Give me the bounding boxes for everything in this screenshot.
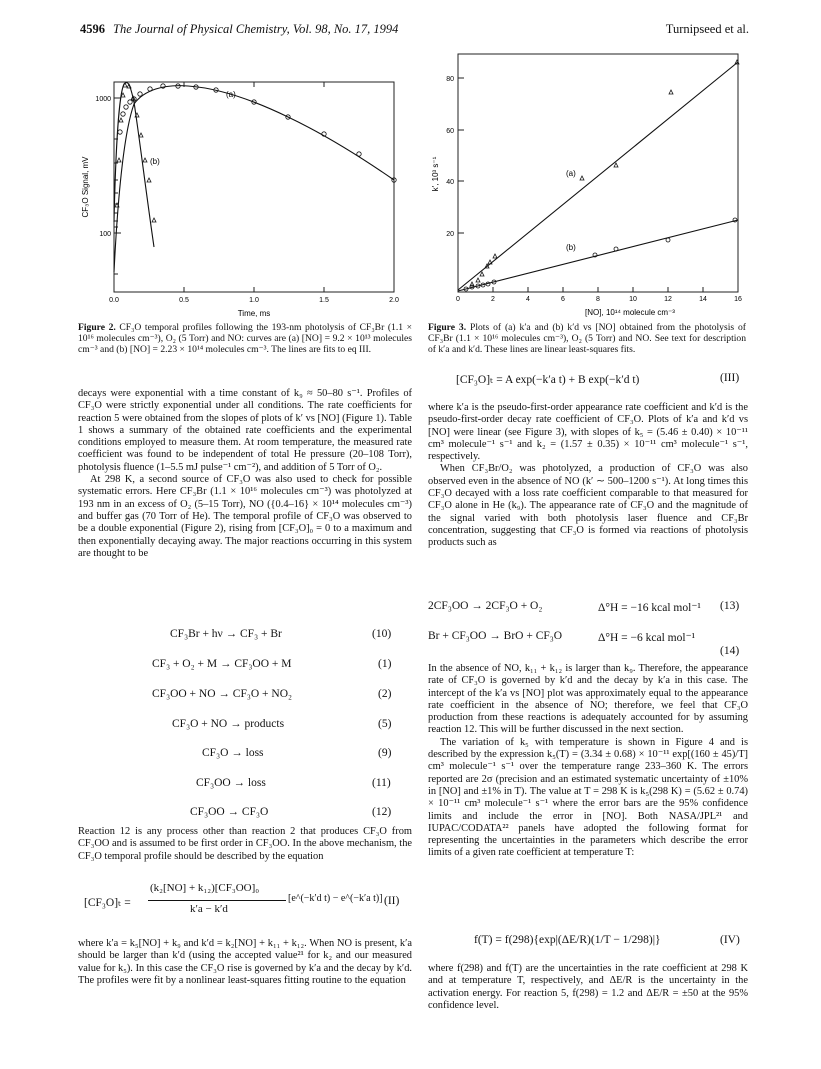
data-points-a xyxy=(118,84,396,182)
x-axis-label: Time, ms xyxy=(237,309,271,318)
equation-label: (III) xyxy=(720,372,740,384)
reaction-number: (14) xyxy=(720,645,740,657)
reaction-equation: CF₃O → loss xyxy=(202,747,264,759)
caption-lead: Figure 2. xyxy=(78,322,116,333)
reaction-number: (11) xyxy=(372,777,391,789)
x-tick-label: 0.0 xyxy=(109,297,119,304)
reaction-equation: CF₃OO + NO → CF₃O + NO₂ xyxy=(152,688,293,700)
line-a-label: (a) xyxy=(566,169,576,178)
page-number: 4596 xyxy=(80,22,105,36)
equation-iv xyxy=(428,934,748,950)
x-axis-label: [NO], 10¹⁴ molecule cm⁻³ xyxy=(585,308,675,317)
paragraph: In the absence of NO, k₁₁ + k₁₂ is larger than k₉. Therefore, the appearance rate of CF₃O is governed by k′d and the decay by k′a in this case. The intercept of the k′a vs [NO] plot was approximately equal to the appearance rate coefficient in the absence of NO; therefore, we feel that CF₃O production from these reactions is adequately accounted for by assuming reaction 12. This will be further discussed in the next section. xyxy=(428,663,748,736)
reaction-equation: CF₃ + O₂ + M → CF₃OO + M xyxy=(152,658,292,670)
journal-title: The Journal of Physical Chemistry, Vol. 98, No. 17, 1994 xyxy=(113,22,399,36)
curve-b-label: (b) xyxy=(150,157,160,166)
caption-text: Plots of (a) k′a and (b) k′d vs [NO] obtained from the photolysis of CF₃Br (1.1 × 10¹⁶ molecules cm⁻³), O₂ (5 Torr) and NO. See text for description of k′a and k′d. These lines are linear least-squares fits. xyxy=(428,322,746,356)
x-tick-label: 10 xyxy=(629,296,637,303)
y-axis-ticks xyxy=(458,78,464,233)
right-column-top xyxy=(428,402,748,550)
equation-denominator: k′a − k′d xyxy=(190,903,228,915)
reaction-equation: CF₃O + NO → products xyxy=(172,718,285,730)
x-tick-label: 4 xyxy=(526,296,530,303)
paragraph: where k′a = k₅[NO] + k₉ and k′d = k₂[NO] + k₁₁ + k₁₂. When NO is present, k′a should be larger than k′d (using the accepted value²¹ for k₂ and our measured value for k₅). In this case the CF₃O rise is governed by k′a and the decay by k′d. The profiles were fit by a nonlinear least-squares fitting routine to the equation xyxy=(78,938,412,986)
paragraph: When CF₃Br/O₂ was photolyzed, a production of CF₃O was also observed even in the absence of NO (k′ ∼ 500–1200 s⁻¹). At long times this CF₃O decayed with a loss rate coefficient comparable to that measured for CF₃O alone in He (k₉). The appearance rate of CF₃O and the magnitude of the signal varied with both photolysis laser fluence and CF₃Br concentration, suggesting that CF₃O is formed via reactions of photolysis products such as xyxy=(428,463,748,549)
figure-3-caption xyxy=(428,322,746,356)
curve-a xyxy=(114,86,394,272)
reaction-14 xyxy=(428,630,748,660)
figure-2-caption xyxy=(78,322,412,356)
reaction-number: (9) xyxy=(378,747,392,759)
figure-3-plot xyxy=(430,54,750,320)
data-points-b xyxy=(115,83,156,222)
y-tick-label: 80 xyxy=(446,76,454,83)
x-tick-label: 2.0 xyxy=(389,297,399,304)
x-tick-label: 0.5 xyxy=(179,297,189,304)
fraction-bar xyxy=(148,900,286,901)
figure-2-plot xyxy=(78,72,408,322)
equation-label: (II) xyxy=(384,895,400,907)
x-axis-ticks xyxy=(114,82,394,292)
equation-lhs: [CF₃O]ₜ = xyxy=(84,897,131,909)
author-header: Turnipseed et al. xyxy=(665,22,749,36)
reaction-enthalpy: Δ°H = −6 kcal mol⁻¹ xyxy=(598,632,696,644)
caption-text: CF₃O temporal profiles following the 193-nm photolysis of CF₃Br (1.1 × 10¹⁶ molecules cm⁻³), O₂ (5 Torr) and NO: curves are (a) [NO] = 9.2 × 10¹³ molecules cm⁻³ and (b) [NO] = 2.23 × 10¹⁴ molecules cm⁻³. The lines are fits to eq III. xyxy=(78,322,412,356)
reaction-equation: CF₃OO → CF₃O xyxy=(190,806,269,818)
x-tick-label: 16 xyxy=(734,296,742,303)
x-axis-ticks xyxy=(458,287,738,292)
y-tick-label: 100 xyxy=(99,231,111,238)
x-tick-label: 14 xyxy=(699,296,707,303)
curve-b xyxy=(114,83,154,247)
reaction-equation: Br + CF₃OO → BrO + CF₃O xyxy=(428,630,563,642)
reaction-equation: CF₃OO → loss xyxy=(196,777,266,789)
y-tick-label: 60 xyxy=(446,128,454,135)
line-b-label: (b) xyxy=(566,243,576,252)
paragraph: where k′a is the pseudo-first-order appearance rate coefficient and k′d is the pseudo-first-order decay rate coefficient of CF₃O. Plots of k′a and k′d vs [NO] were linear (see Figure 3), with slopes of k₅ = (5.46 ± 0.40) × 10⁻¹¹ cm³ molecule⁻¹ s⁻¹ and k₂ = (1.57 ± 0.35) × 10⁻¹¹ cm³ molecule⁻¹ s⁻¹, respectively. xyxy=(428,402,748,463)
equation-label: (IV) xyxy=(720,934,740,946)
x-tick-label: 1.5 xyxy=(319,297,329,304)
x-tick-label: 0 xyxy=(456,296,460,303)
equation-body: [CF₃O]ₜ = A exp(−k′a t) + B exp(−k′d t) xyxy=(456,374,640,386)
y-tick-label: 40 xyxy=(446,179,454,186)
caption-lead: Figure 3. xyxy=(428,322,467,333)
equation-tail: [e^(−k′d t) − e^(−k′a t)] xyxy=(288,893,383,904)
reaction-13 xyxy=(428,600,748,616)
x-tick-label: 2 xyxy=(491,296,495,303)
x-tick-label: 8 xyxy=(596,296,600,303)
reaction-number: (12) xyxy=(372,806,392,818)
x-tick-label: 12 xyxy=(664,296,672,303)
paragraph: Reaction 12 is any process other than reaction 2 that produces CF₃O from CF₃OO and is assumed to be first order in CF₃OO. In the above mechanism, the CF₃O temporal profile should be described by the equation xyxy=(78,826,412,862)
equation-numerator: (k₂[NO] + k₁₂)[CF₃OO]₀ xyxy=(150,882,260,894)
reaction-enthalpy: Δ°H = −16 kcal mol⁻¹ xyxy=(598,602,701,614)
left-column-mid xyxy=(78,826,412,863)
figure-3 xyxy=(430,54,750,320)
right-column-bottom xyxy=(428,963,748,1012)
left-column-top xyxy=(78,388,412,560)
y-tick-label: 20 xyxy=(446,231,454,238)
paragraph: where f(298) and f(T) are the uncertainties in the rate coefficient at 298 K and at temperature T, respectively, and ΔE/R is the uncertainty in the activation energy. For reaction 5, f(298) = 1.2 and ΔE/R = ±50 at the 95% confidence level. xyxy=(428,963,748,1011)
paragraph: decays were exponential with a time constant of k₉ ≈ 50–80 s⁻¹. Profiles of CF₃O were strictly exponential under all conditions. The rate coefficients for reaction 5 were obtained from the slopes of plots of k′ vs [NO] (Figure 1). Table 1 shows a summary of the obtained rate coefficients and the experimental conditions employed to measure them. At room temperature, the measured rate coefficient was found to be independent of total He pressure (20–108 Torr), photolysis fluence (1–5.5 mJ pulse⁻¹ cm⁻²), and addition of 5 Torr of O₂. xyxy=(78,388,412,473)
paragraph: The variation of k₅ with temperature is shown in Figure 4 and is described by the expression k₅(T) = (3.34 ± 0.68) × 10⁻¹¹ exp[(160 ± 45)/T] cm³ molecule⁻¹ s⁻¹ over the temperature range 233–360 K. The errors reported are 2σ (precision and an estimated systematic uncertainty of ±10% in [NO] and ±1% in T). The value at T = 298 K is k₅(298 K) = (5.62 ± 0.74) × 10⁻¹¹ cm³ molecule⁻¹ s⁻¹ where the error bars are the 95% confidence limits and include the error in [NO]. Both NASA/JPL²¹ and IUPAC/CODATA²² panels have adopted the following format for representing the uncertainties in the parameters which describe the error limits of a given rate coefficient at temperature T: xyxy=(428,736,748,859)
right-column-mid xyxy=(428,663,748,860)
figure-2 xyxy=(78,72,408,322)
reaction-equation: CF₃Br + hν → CF₃ + Br xyxy=(170,628,282,640)
reaction-number: (2) xyxy=(378,688,392,700)
x-tick-label: 6 xyxy=(561,296,565,303)
equation-body: f(T) = f(298){exp|(ΔE/R)(1/T − 1/298)|} xyxy=(474,934,661,946)
left-column-bottom xyxy=(78,938,412,987)
reaction-number: (5) xyxy=(378,718,392,730)
equation-ii xyxy=(84,882,414,922)
reaction-equation: 2CF₃OO → 2CF₃O + O₂ xyxy=(428,600,543,612)
curve-a-label: (a) xyxy=(226,90,236,99)
y-axis-label: CF₃O Signal, mV xyxy=(81,156,90,218)
y-tick-label: 1000 xyxy=(95,96,111,103)
plot-frame xyxy=(114,82,394,292)
reaction-number: (1) xyxy=(378,658,392,670)
reaction-number: (13) xyxy=(720,600,740,612)
reaction-number: (10) xyxy=(372,628,392,640)
running-header xyxy=(80,22,398,37)
paragraph: At 298 K, a second source of CF₃O was also used to check for possible systematic errors. Here CF₃Br (1.1 × 10¹⁶ molecules cm⁻³) was photolyzed at 193 nm in an excess of O₂ (5–15 Torr), NO ({0.4–16} × 10¹⁴ molecules cm⁻³) and buffer gas (70 Torr of He). The temporal profile of CF₃O was observed to be a double exponential (Figure 2), rising from [CF₃O]₀ = 0 to a maximum and then exponentially decaying away. The major reactions occurring in this system are thought to be xyxy=(78,474,412,559)
y-axis-label: k', 10³ s⁻¹ xyxy=(431,156,440,192)
x-tick-label: 1.0 xyxy=(249,297,259,304)
